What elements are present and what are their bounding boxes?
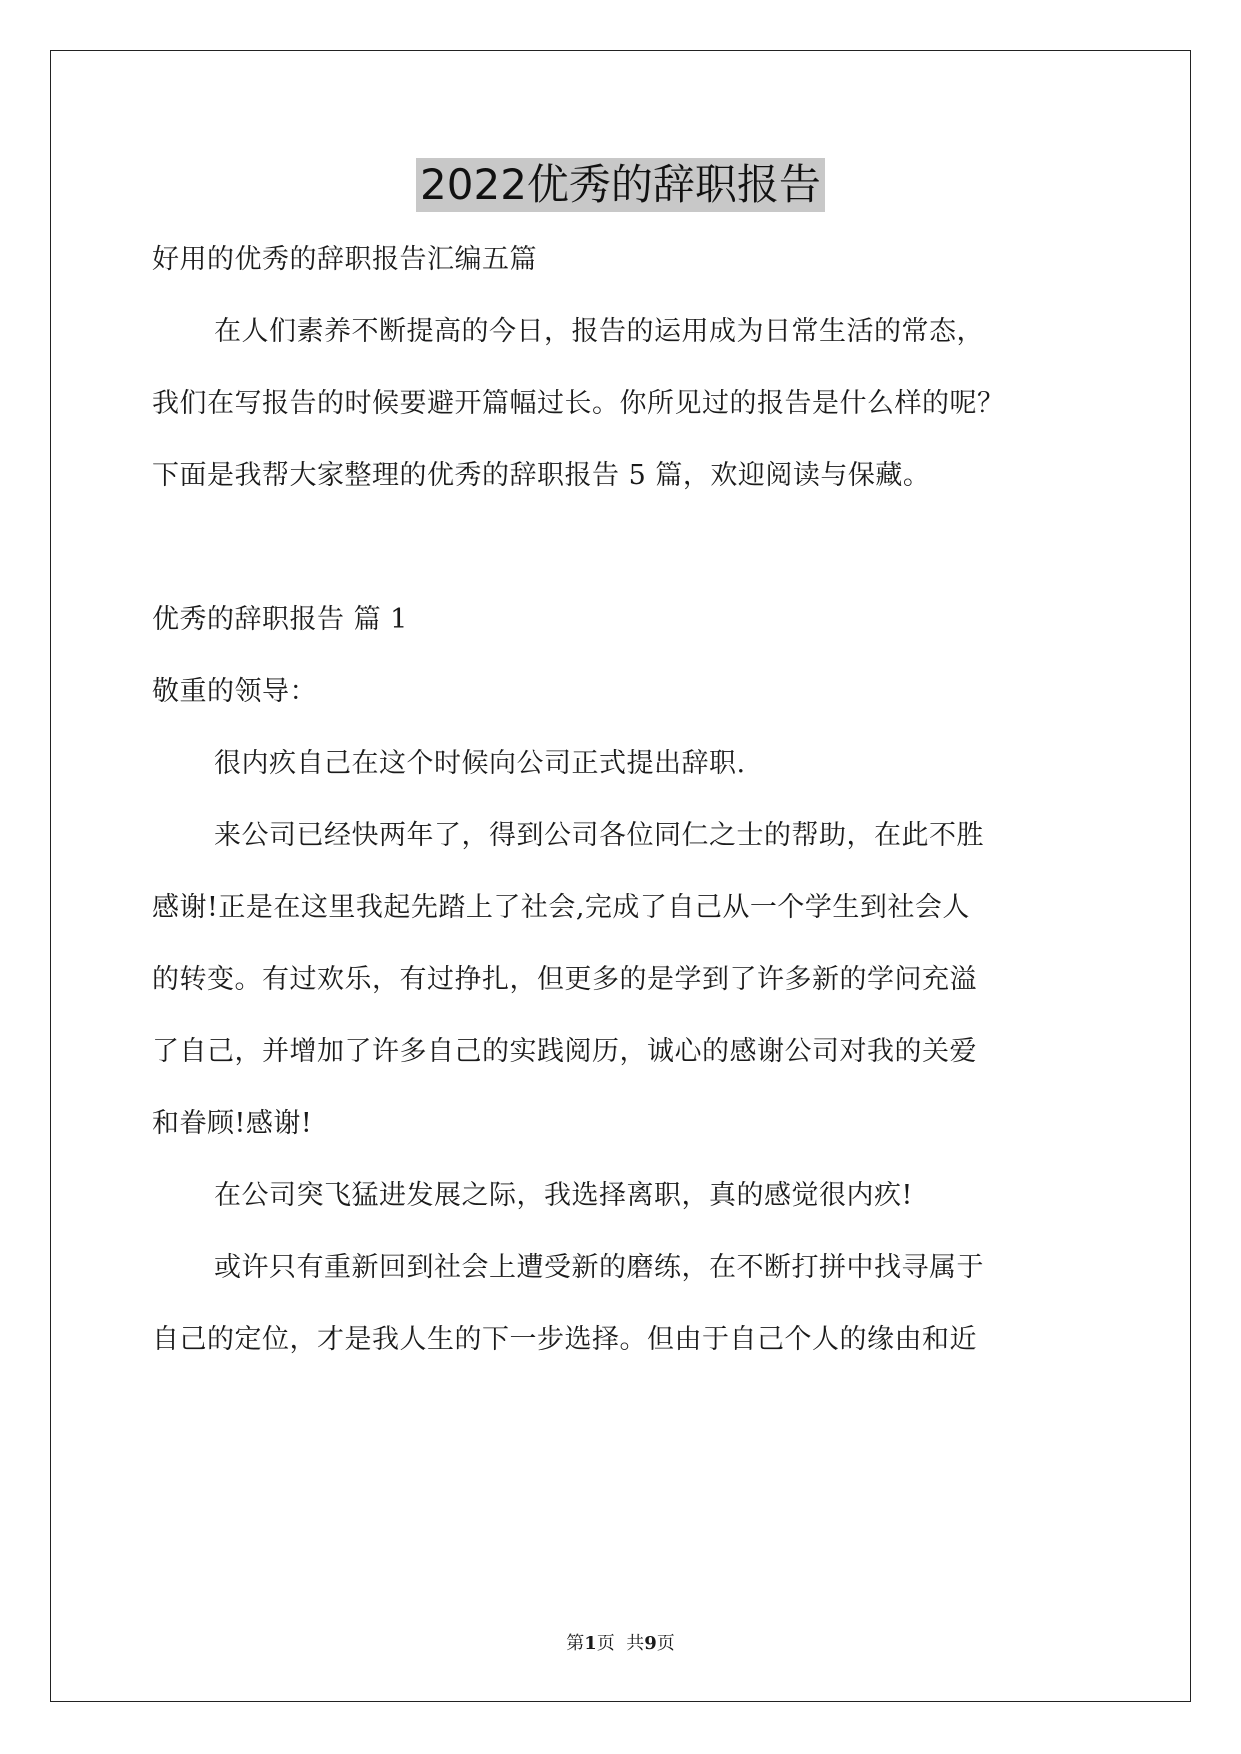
- body-line-2: 来公司已经快两年了，得到公司各位同仁之士的帮助，在此不胜: [214, 820, 984, 851]
- footer-page-prefix: 第: [566, 1633, 585, 1654]
- body-line-4: 的转变。有过欢乐，有过挣扎，但更多的是学到了许多新的学问充溢: [152, 964, 977, 995]
- body-line-7: 在公司突飞猛进发展之际，我选择离职，真的感觉很内疚!: [214, 1180, 913, 1211]
- body-line-8: 或许只有重新回到社会上遭受新的磨练，在不断打拼中找寻属于: [214, 1252, 984, 1283]
- document-subtitle: 好用的优秀的辞职报告汇编五篇: [152, 244, 537, 275]
- salutation: 敬重的领导：: [152, 676, 317, 707]
- body-line-3: 感谢!正是在这里我起先踏上了社会,完成了自己从一个学生到社会人: [152, 892, 970, 923]
- footer-total-pages: 9: [644, 1633, 657, 1654]
- intro-line-3: 下面是我帮大家整理的优秀的辞职报告 5 篇，欢迎阅读与保藏。: [152, 460, 931, 491]
- page-border: [50, 50, 1191, 1702]
- intro-line-1: 在人们素养不断提高的今日，报告的运用成为日常生活的常态，: [214, 316, 984, 347]
- footer-current-page: 1: [584, 1633, 597, 1654]
- document-title: 2022优秀的辞职报告: [416, 158, 825, 212]
- body-line-5: 了自己，并增加了许多自己的实践阅历，诚心的感谢公司对我的关爱: [152, 1036, 977, 1067]
- footer-page-suffix: 页: [656, 1633, 675, 1654]
- document-title-wrapper: [0, 158, 1241, 212]
- footer-page-mid: 页 共: [596, 1633, 645, 1654]
- body-line-6: 和眷顾!感谢!: [152, 1108, 313, 1139]
- intro-line-2: 我们在写报告的时候要避开篇幅过长。你所见过的报告是什么样的呢？: [152, 388, 1005, 419]
- section-heading: 优秀的辞职报告 篇 1: [152, 604, 408, 635]
- body-line-1: 很内疚自己在这个时候向公司正式提出辞职.: [214, 748, 746, 779]
- body-line-9: 自己的定位，才是我人生的下一步选择。但由于自己个人的缘由和近: [152, 1324, 977, 1355]
- page-footer: [0, 1632, 1241, 1656]
